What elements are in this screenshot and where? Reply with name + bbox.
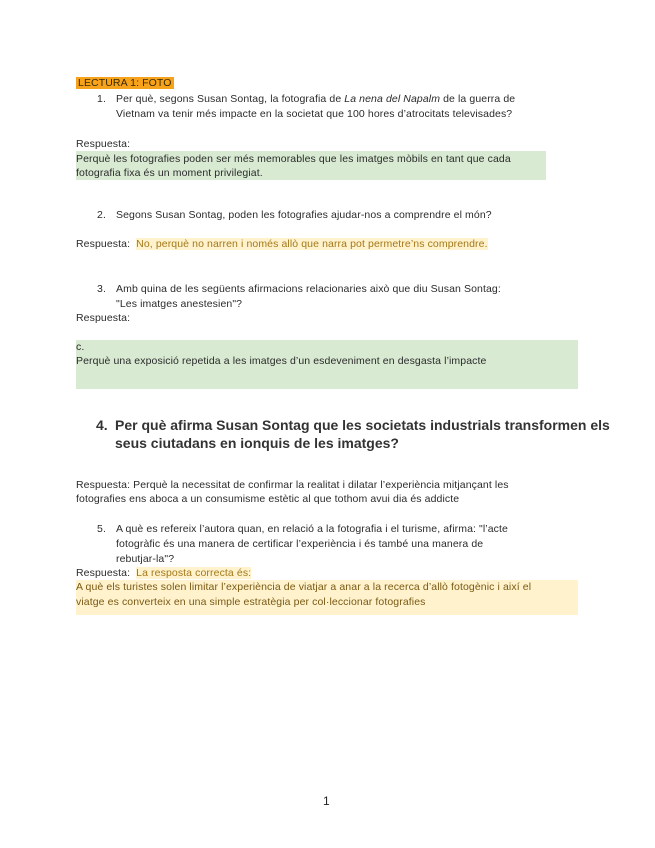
- answer-intro-line: [76, 566, 251, 580]
- question-number: 3.: [97, 283, 106, 295]
- answer-label: Respuesta:: [76, 312, 131, 324]
- question-text: de la guerra de: [440, 93, 516, 105]
- question-text-line: rebutjar-la"?: [116, 553, 175, 565]
- question-number: 2.: [97, 209, 106, 221]
- page-number: 1: [323, 794, 330, 808]
- answer-label: Respuesta:: [76, 238, 131, 250]
- answer-label: Respuesta:: [76, 138, 131, 150]
- question-text-line: A què es refereix l’autora quan, en relació a la fotografia i el turisme, afirma: "l’acte: [116, 523, 508, 535]
- italic-title: La nena del Napalm: [344, 93, 441, 105]
- answer-text-line: Perquè una exposició repetida a les imatges d’un esdeveniment en desgasta l’impacte: [76, 355, 487, 367]
- question-text-line: Per què afirma Susan Sontag que les societats industrials transformen els: [115, 417, 610, 433]
- answer-choice: c.: [76, 341, 85, 353]
- answer-intro: La resposta correcta és:: [136, 567, 252, 579]
- question-text-line: fotogràfic és una manera de certificar l’experiència i és també una manera de: [116, 538, 484, 550]
- section-heading: [76, 76, 174, 90]
- question-text: Per què, segons Susan Sontag, la fotografia de: [116, 93, 345, 105]
- question-number: 5.: [97, 523, 106, 535]
- answer-text: No, perquè no narren i només allò que narra pot permetre’ns comprendre.: [136, 238, 488, 250]
- heading-highlight: LECTURA 1: FOTO: [78, 77, 172, 89]
- question-text-line: [116, 92, 515, 106]
- answer-text-line: fotografia fixa és un moment privilegiat.: [76, 167, 263, 179]
- answer-2: [76, 237, 488, 251]
- question-number: 1.: [97, 93, 106, 105]
- answer-text-line: Respuesta: Perquè la necessitat de confirmar la realitat i dilatar l’experiència mitjançant les: [76, 479, 509, 491]
- question-text-line: Segons Susan Sontag, poden les fotografies ajudar-nos a comprendre el món?: [116, 209, 492, 221]
- answer-text-line: Perquè les fotografies poden ser més memorables que les imatges mòbils en tant que cada: [76, 153, 511, 165]
- question-text-line: seus ciutadans en ionquis de les imatges?: [115, 435, 399, 451]
- answer-text-line: A què els turistes solen limitar l’experiència de viatjar a anar a la recerca d’allò fotogènic i així el: [76, 581, 532, 593]
- question-text-line: Vietnam va tenir més impacte en la societat que 100 hores d’atrocitats televisades?: [116, 108, 513, 120]
- answer-label: Respuesta:: [76, 567, 131, 579]
- question-number: 4.: [96, 417, 108, 433]
- answer-text-line: viatge es converteix en una simple estratègia per col·leccionar fotografies: [76, 596, 426, 608]
- question-text-line: Amb quina de les següents afirmacions relacionaries això que diu Susan Sontag:: [116, 283, 501, 295]
- answer-text-line: fotografies ens aboca a un consumisme estètic al que tothom avui dia és addicte: [76, 493, 460, 505]
- question-text-line: "Les imatges anestesien"?: [116, 298, 243, 310]
